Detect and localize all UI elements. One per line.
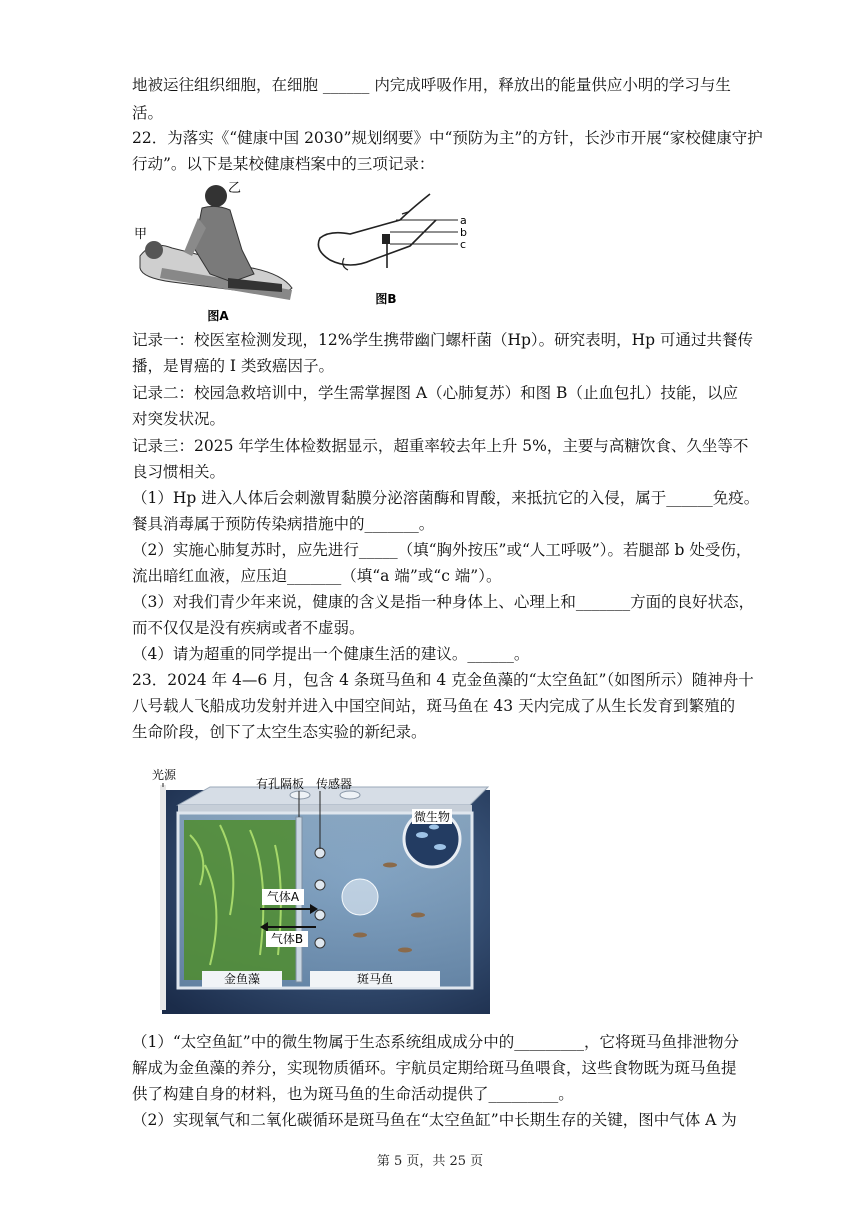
sub-question-3: （3）对我们青少年来说，健康的含义是指一种身体上、心理上和_______方面的良好状态， [132, 593, 755, 611]
label-a: a [460, 214, 467, 227]
figure-a-caption: 图A [207, 309, 229, 323]
sub-question-2: （2）实施心肺复苏时，应先进行_____（填“胸外按压”或“人工呼吸”）。若腿部 b 处受伤， [132, 541, 752, 559]
label-gas-b: 气体B [270, 932, 304, 946]
text-line: 供了构建自身的材料，也为斑马鱼的生命活动提供了_________。 [132, 1085, 574, 1103]
label-microbe: 微生物 [413, 810, 451, 824]
text-line: 良习惯相关。 [132, 463, 226, 481]
label-zebrafish: 斑马鱼 [356, 972, 394, 986]
space-fish-tank-figure [150, 765, 495, 1017]
light-source [160, 785, 166, 1010]
text-line: 行动”。以下是某校健康档案中的三项记录： [132, 155, 435, 173]
text-line: 生命阶段，创下了太空生态实验的新纪录。 [132, 723, 427, 741]
sensor-icon [315, 880, 325, 890]
text-line: 八号载人飞船成功发射并进入中国空间站，斑马鱼在 43 天内完成了从生长发育到繁殖的 [132, 697, 736, 715]
label-gas-a: 气体A [266, 890, 300, 904]
figure-b-caption: 图B [375, 292, 397, 306]
text-line: 餐具消毒属于预防传染病措施中的_______。 [132, 515, 435, 533]
question-22-stem: 22．为落实《“健康中国 2030”规划纲要》中“预防为主”的方针，长沙市开展“家校健康守护 [132, 129, 763, 147]
text-line: 地被运往组织细胞，在细胞 ______ 内完成呼吸作用，释放出的能量供应小明的学习与生 [132, 76, 731, 94]
sensor-icon [315, 910, 325, 920]
label-jia: 甲 [134, 227, 148, 242]
label-sensor: 传感器 [316, 777, 353, 791]
figure-a-cpr [132, 178, 304, 323]
label-b: b [460, 226, 467, 239]
rescuer-head-icon [205, 185, 227, 207]
sensor-icon [315, 938, 325, 948]
person-head-icon [145, 241, 163, 259]
text-line: 流出暗红血液，应压迫_______（填“a 端”或“c 端”）。 [132, 567, 502, 585]
text-line: 活。 [132, 104, 164, 122]
page-footer: 第 5 页，共 25 页 [376, 1154, 484, 1169]
text-line: 播，是胃癌的 I 类致癌因子。 [132, 357, 334, 375]
text-line: 解成为金鱼藻的养分，实现物质循环。宇航员定期给斑马鱼喂食，这些食物既为斑马鱼提 [132, 1059, 737, 1077]
label-light-source: 光源 [152, 768, 177, 782]
sub-question-23-1: （1）“太空鱼缸”中的微生物属于生态系统组成成分中的_________，它将斑马鱼排泄物分 [132, 1033, 739, 1051]
question-23-stem: 23．2024 年 4—6 月，包含 4 条斑马鱼和 4 克金鱼藻的“太空鱼缸”（如图所示）随神舟十 [132, 671, 754, 689]
sensor-icon [315, 848, 325, 858]
label-yi: 乙 [228, 181, 242, 196]
sub-question-23-2: （2）实现氧气和二氧化碳循环是斑马鱼在“太空鱼缸”中长期生存的关键，图中气体 A 为 [132, 1111, 737, 1129]
sub-question-4: （4）请为超重的同学提出一个健康生活的建议。______。 [132, 645, 530, 663]
record-1: 记录一：校医室检测发现，12%学生携带幽门螺杆菌（Hp）。研究表明，Hp 可通过共餐传 [132, 331, 754, 349]
label-partition: 有孔隔板 [256, 777, 305, 791]
record-2: 记录二：校园急救培训中，学生需掌握图 A（心肺复苏）和图 B（止血包扎）技能，以应 [132, 384, 738, 402]
label-c: c [460, 238, 467, 251]
label-hornwort: 金鱼藻 [223, 972, 261, 986]
text-line: 对突发状况。 [132, 410, 226, 428]
figure-b-leg [310, 190, 470, 308]
sub-question-1: （1）Hp 进入人体后会刺激胃黏膜分泌溶菌酶和胃酸，来抵抗它的入侵，属于______免疫。 [132, 489, 760, 507]
water-bubble [342, 879, 378, 915]
record-3: 记录三：2025 年学生体检数据显示，超重率较去年上升 5%，主要与高糖饮食、久坐等不 [132, 437, 749, 455]
text-line: 而不仅仅是没有疾病或者不虚弱。 [132, 619, 365, 637]
